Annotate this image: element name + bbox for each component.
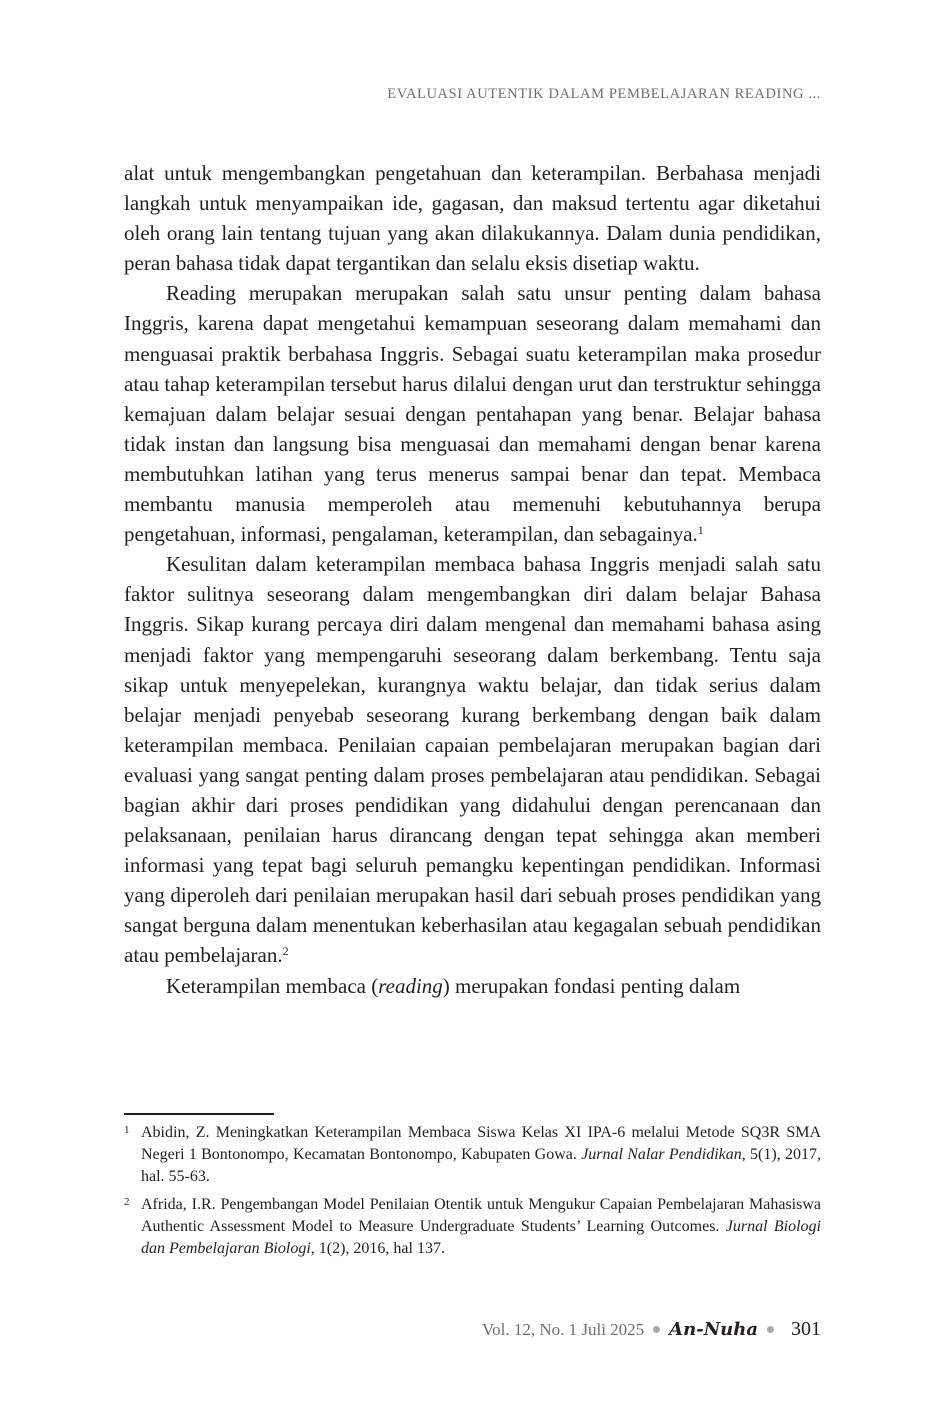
footnote-1-text: Abidin, Z. Meningkatkan Keterampilan Membaca Siswa Kelas XI IPA-6 melalui Metode SQ3R SMA Negeri 1 Bontonompo, Kecamatan Bontonompo, Kabupaten Gowa. xyxy=(141,1124,821,1163)
paragraph-2 xyxy=(124,278,821,549)
paragraph-4-text-end: ) merupakan fondasi penting dalam xyxy=(442,973,741,998)
journal-logo: An-Nuha xyxy=(669,1319,758,1340)
footnotes xyxy=(124,1122,821,1266)
footnote-divider xyxy=(124,1113,274,1115)
paragraph-4-text-start: Keterampilan membaca ( xyxy=(166,973,379,998)
paragraph-3 xyxy=(124,549,821,970)
footnote-ref-1[interactable]: 1 xyxy=(697,523,704,538)
footnote-1-details: , 5(1), 2017, hal. 55-63. xyxy=(141,1146,822,1185)
body-text xyxy=(124,158,821,1001)
footnote-2-journal: Jurnal Biologi dan Pembelajaran Biologi xyxy=(141,1218,821,1257)
footnote-1 xyxy=(124,1122,821,1188)
separator-dot-icon xyxy=(653,1326,660,1333)
paragraph-2-text: Reading merupakan merupakan salah satu unsur penting dalam bahasa Inggris, karena dapat mengetahui kemampuan seseorang dalam memahami dan menguasai praktik berbahasa Inggris. Sebagai suatu keterampilan maka prosedur atau tahap keterampilan tersebut harus dilalui dengan urut dan terstruktur sehingga kemajuan dalam belajar sesuai dengan pentahapan yang benar. Belajar bahasa tidak instan dan langsung bisa menguasai dan memahami dengan benar karena membutuhkan latihan yang terus menerus sampai benar dan tepat. Membaca membantu manusia memperoleh atau memenuhi kebutuhannya berupa pengetahuan, informasi, pengalaman, keterampilan, dan sebagainya. xyxy=(124,281,821,547)
footnote-1-mark: 1 xyxy=(124,1124,130,1136)
footnote-2 xyxy=(124,1194,821,1260)
footnote-1-journal: Jurnal Nalar Pendidikan xyxy=(581,1146,742,1163)
footnote-2-text: Afrida, I.R. Pengembangan Model Penilaian Otentik untuk Mengukur Capaian Pembelajaran Mahasiswa Authentic Assessment Model to Measure Undergraduate Students’ Learning Outcomes. xyxy=(141,1196,821,1235)
footnote-2-mark: 2 xyxy=(124,1196,130,1208)
page-number: 301 xyxy=(791,1318,821,1340)
page-footer xyxy=(482,1318,821,1341)
paragraph-1 xyxy=(124,158,821,278)
volume-info: Vol. 12, No. 1 Juli 2025 xyxy=(482,1319,645,1339)
paragraph-3-text: Kesulitan dalam keterampilan membaca bahasa Inggris menjadi salah satu faktor sulitnya seseorang dalam mengembangkan diri dalam belajar Bahasa Inggris. Sikap kurang percaya diri dalam mengenal dan memahami bahasa asing menjadi faktor yang mempengaruhi seseorang dalam berkembang. Tentu saja sikap untuk menyepelekan, kurangnya waktu belajar, dan tidak serius dalam belajar menjadi penyebab seseorang kurang berkembang dengan baik dalam keterampilan membaca. Penilaian capaian pembelajaran merupakan bagian dari evaluasi yang sangat penting dalam proses pembelajaran atau pendidikan. Sebagai bagian akhir dari proses pendidikan yang didahului dengan perencanaan dan pelaksanaan, penilaian harus dirancang dengan tepat sehingga akan memberi informasi yang tepat bagi seluruh pemangku kepentingan pendidikan. Informasi yang diperoleh dari penilaian merupakan hasil dari sebuah proses pendidikan yang sangat berguna dalam menentukan keberhasilan atau kegagalan sebuah pendidikan atau pembelajaran. xyxy=(124,552,821,968)
paragraph-1-text: alat untuk mengembangkan pengetahuan dan keterampilan. Berbahasa menjadi langkah untuk menyampaikan ide, gagasan, dan maksud tertentu agar diketahui oleh orang lain tentang tujuan yang akan dilakukannya. Dalam dunia pendidikan, peran bahasa tidak dapat tergantikan dan selalu eksis disetiap waktu. xyxy=(124,161,821,276)
separator-dot-icon xyxy=(767,1326,774,1333)
paragraph-4 xyxy=(124,971,821,1001)
footnote-ref-2[interactable]: 2 xyxy=(282,944,289,959)
footnote-2-details: , 1(2), 2016, hal 137. xyxy=(310,1240,445,1257)
running-header: EVALUASI AUTENTIK DALAM PEMBELAJARAN READING ... xyxy=(387,86,821,102)
paragraph-4-italic-term: reading xyxy=(378,973,443,998)
